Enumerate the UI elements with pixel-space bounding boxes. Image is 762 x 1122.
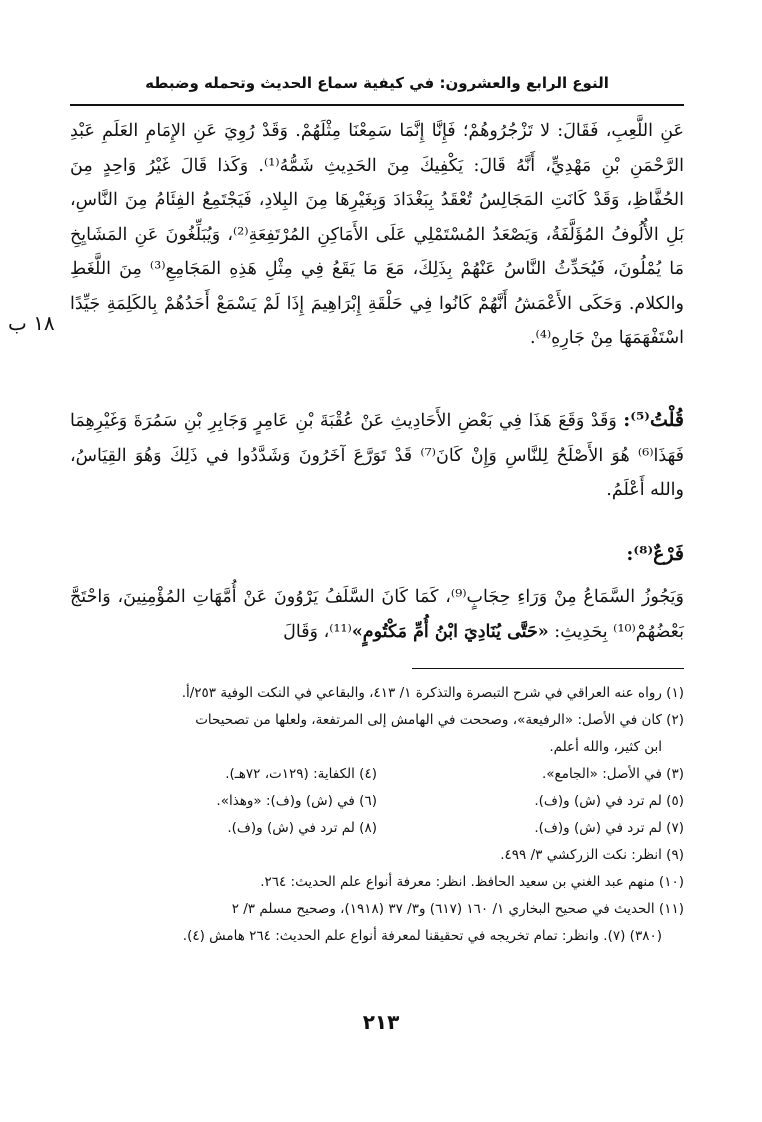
footnote-11-continuation: (٣٨٠) (٧). وانظر: تمام تخريجه في تحقيقنا لمعرفة أنواع علم الحديث: ٢٦٤ هامش (٤). — [182, 928, 662, 944]
margin-folio-note: ١٨ ب — [8, 311, 55, 335]
header-rule — [70, 104, 684, 106]
paragraph-text: وَقَدْ وَقَعَ هَذَا فِي بَعْضِ الأَحَادِيثِ عَنْ عُقْبَةَ بْنِ عَامِرٍ وَجَابِرِ بْنِ سَمُرَةَ وَغَيْرِهِمَا فَهَذَا⁽⁶⁾ هُوَ الأَصْلَحُ لِلنَّاسِ وَإِنْ كَانَ⁽⁷⁾ قَدْ تَوَرَّعَ آخَرُونَ وَشَدَّدُوا في ذَلِكَ وَهُوَ القِيَاسُ، والله أَعْلَمُ. — [70, 411, 684, 500]
footnotes — [70, 680, 684, 950]
running-head: النوع الرابع والعشرون: في كيفية سماع الحديث وتحمله وضبطه — [145, 74, 609, 92]
hadith-quote: «حَتَّى يُنَادِيَ ابْنُ أُمِّ مَكْتُومٍ» — [351, 621, 549, 642]
qultu-label: قُلْتُ⁽⁵⁾: — [623, 409, 684, 431]
footnote-11: (١١) الحديث في صحيح البخاري ١/ ١٦٠ (٦١٧) و٣/ ٣٧ (١٩١٨)، وصحيح مسلم ٣/ ٢ — [231, 901, 684, 917]
paragraph-text: وَيَجُوزُ السَّمَاعُ مِنْ وَرَاءِ حِجَابٍ⁽⁹⁾، كَمَا كَانَ السَّلَفُ يَرْوُونَ عَنْ أُمَّهَاتِ المُؤْمِنِينَ، وَاحْتَجَّ بَعْضُهُمْ⁽¹⁰⁾ بِحَدِيثِ: — [70, 587, 684, 642]
body-paragraph-1 — [70, 114, 684, 356]
footnote-2: (٢) كان في الأصل: «الرفيعة»، وصححت في الهامش إلى المرتفعة، ولعلها من تصحيحات — [195, 712, 684, 728]
footnote-3: (٣) في الأصل: «الجامع». — [542, 766, 684, 782]
footnote-9: (٩) انظر: نكت الزركشي ٣/ ٤٩٩. — [500, 847, 684, 863]
body-paragraph-3 — [70, 580, 684, 649]
paragraph-text-end: ⁽¹¹⁾، وَقَالَ — [283, 621, 352, 642]
body-paragraph-2 — [70, 403, 684, 508]
page-number: ٢١٣ — [362, 1010, 400, 1034]
footnote-row — [70, 761, 684, 788]
footnote-row — [70, 788, 684, 815]
footnote-6: (٦) في (ش) و(ف): «وهذا». — [216, 793, 377, 809]
far-label: فَرْعٌ⁽⁸⁾: — [626, 543, 684, 565]
footnote-5: (٥) لم ترد في (ش) و(ف). — [534, 793, 684, 809]
paragraph-text: عَنِ اللَّعِبِ، فَقَالَ: لا تَزْجُرُوهُمْ؛ فَإِنَّا إِنَّمَا سَمِعْنَا مِثْلَهُمْ. وَقَدْ رُوِيَ عَنِ الإِمَامِ العَلَمِ عَبْدِ الرَّحْمَنِ بْنِ مَهْدِيٍّ، أَنَّهُ قَالَ: يَكْفِيكَ مِنَ الحَدِيثِ شَمُّهُ⁽¹⁾. وَكَذا قَالَ غَيْرُ وَاحِدٍ مِنَ الحُفَّاظِ، وَقَدْ كَانَتِ المَجَالِسُ تُعْقَدُ بِبَغْدَادَ وَبِغَيْرِهَا مِنَ البِلادِ، فَيَجْتَمِعُ الفِئَامُ مِنَ النَّاسِ، بَلِ الأُلُوفُ المُؤَلَّفَةُ، وَيَصْعَدُ المُسْتَمْلِي عَلَى الأَمَاكِنِ المُرْتَفِعَةِ⁽²⁾، وَيُبَلِّغُونَ عَنِ المَشَايِخِ مَا يُمْلُونَ، فَيُحَدِّثُ النَّاسُ عَنْهُمْ بِذَلِكَ، مَعَ مَا يَقَعُ فِي مِثْلِ هَذِهِ المَجَامِعِ⁽³⁾ مِنَ اللَّغَطِ والكلام. وَحَكَى الأَعْمَشُ أَنَّهُمْ كَانُوا فِي حَلْقَةِ إِبْرَاهِيمَ إِذَا لَمْ يَسْمَعْ أَحَدُهُمْ بِالكَلِمَةِ جَيِّدًا اسْتَفْهَمَهَا مِنْ جَارِهِ⁽⁴⁾. — [70, 121, 684, 348]
footnote-7: (٧) لم ترد في (ش) و(ف). — [534, 820, 684, 836]
footnote-4: (٤) الكفاية: (١٢٩ت، ٧٢هـ). — [225, 766, 377, 782]
footnote-1: (١) رواه عنه العراقي في شرح التبصرة والتذكرة ١/ ٤١٣، والبقاعي في النكت الوفية ٢٥٣/أ. — [181, 685, 684, 701]
footnote-2-continuation: ابن كثير، والله أعلم. — [549, 739, 662, 755]
footnote-10: (١٠) منهم عبد الغني بن سعيد الحافظ. انظر: معرفة أنواع علم الحديث: ٢٦٤. — [260, 874, 684, 890]
footnote-rule — [412, 668, 684, 669]
section-heading-far — [70, 537, 684, 572]
footnote-8: (٨) لم ترد في (ش) و(ف). — [227, 820, 377, 836]
footnote-row — [70, 815, 684, 842]
